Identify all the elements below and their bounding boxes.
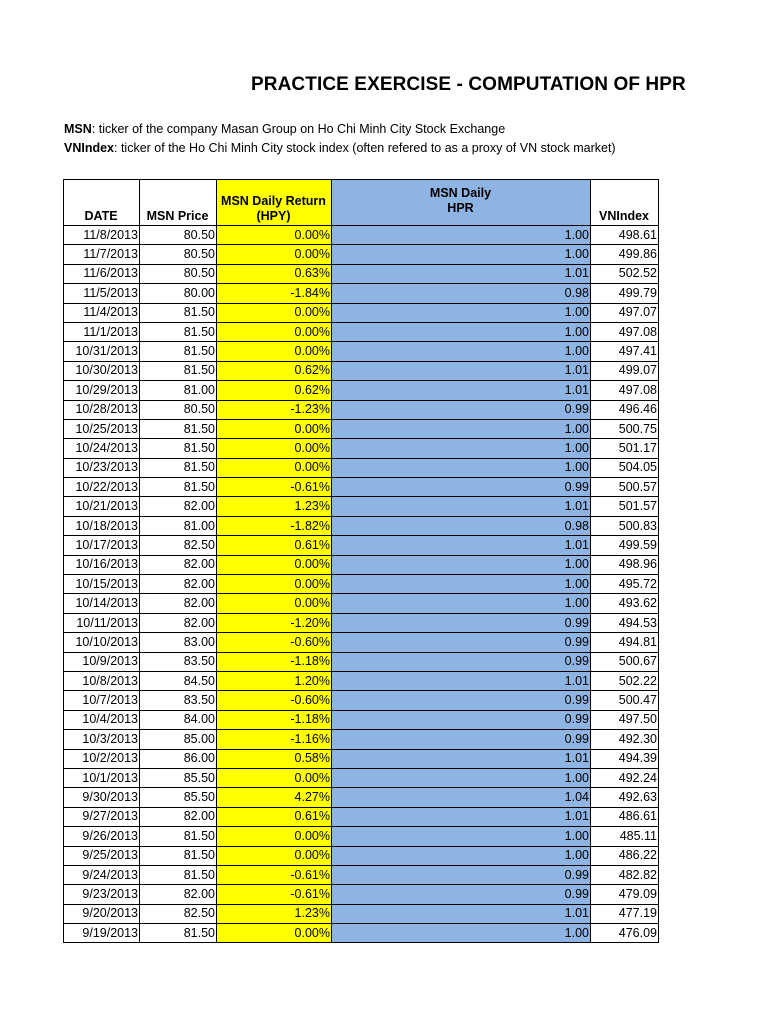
date-cell[interactable]: 10/30/2013 bbox=[64, 361, 140, 380]
header-date: DATE bbox=[64, 180, 140, 226]
table-body bbox=[64, 226, 659, 943]
date-cell[interactable]: 11/6/2013 bbox=[64, 264, 140, 283]
vnindex-cell[interactable]: 499.59 bbox=[591, 536, 659, 555]
daily-hpr-cell[interactable]: 1.00 bbox=[332, 245, 591, 264]
daily-hpr-cell[interactable]: 1.00 bbox=[332, 419, 591, 438]
msn-price-cell[interactable]: 81.50 bbox=[140, 478, 217, 497]
daily-hpr-cell[interactable]: 1.01 bbox=[332, 497, 591, 516]
daily-return-cell[interactable]: 0.61% bbox=[217, 807, 332, 826]
vnindex-cell[interactable]: 476.09 bbox=[591, 924, 659, 943]
header-msn-daily-return bbox=[217, 180, 332, 226]
msn-price-cell[interactable]: 83.00 bbox=[140, 633, 217, 652]
table-row bbox=[64, 691, 659, 710]
table-row bbox=[64, 827, 659, 846]
msn-price-cell[interactable]: 80.00 bbox=[140, 284, 217, 303]
daily-hpr-cell[interactable]: 1.00 bbox=[332, 827, 591, 846]
daily-hpr-cell[interactable]: 1.00 bbox=[332, 924, 591, 943]
daily-hpr-cell[interactable]: 1.00 bbox=[332, 555, 591, 574]
daily-hpr-cell[interactable]: 0.99 bbox=[332, 633, 591, 652]
vnindex-cell[interactable]: 500.57 bbox=[591, 478, 659, 497]
daily-return-cell[interactable]: -0.61% bbox=[217, 478, 332, 497]
msn-price-cell[interactable]: 82.00 bbox=[140, 613, 217, 632]
date-cell[interactable]: 9/20/2013 bbox=[64, 904, 140, 923]
msn-price-cell[interactable]: 81.50 bbox=[140, 846, 217, 865]
vnindex-cell[interactable]: 493.62 bbox=[591, 594, 659, 613]
msn-price-cell[interactable]: 82.50 bbox=[140, 536, 217, 555]
vnindex-cell[interactable]: 497.08 bbox=[591, 322, 659, 341]
table-row bbox=[64, 381, 659, 400]
vnindex-cell[interactable]: 500.67 bbox=[591, 652, 659, 671]
msn-note-text: : ticker of the company Masan Group on Ho Chi Minh City Stock Exchange bbox=[91, 122, 506, 136]
hpr-table bbox=[63, 179, 659, 943]
daily-return-cell[interactable]: -0.60% bbox=[217, 691, 332, 710]
vnindex-cell[interactable]: 496.46 bbox=[591, 400, 659, 419]
daily-hpr-cell[interactable]: 1.01 bbox=[332, 749, 591, 768]
daily-hpr-cell[interactable]: 1.01 bbox=[332, 361, 591, 380]
date-cell[interactable]: 10/17/2013 bbox=[64, 536, 140, 555]
daily-hpr-cell[interactable]: 1.00 bbox=[332, 303, 591, 322]
table-row bbox=[64, 284, 659, 303]
daily-hpr-cell[interactable]: 0.98 bbox=[332, 284, 591, 303]
msn-price-cell[interactable]: 83.50 bbox=[140, 691, 217, 710]
date-cell[interactable]: 11/5/2013 bbox=[64, 284, 140, 303]
table-row bbox=[64, 555, 659, 574]
date-cell[interactable]: 10/9/2013 bbox=[64, 652, 140, 671]
date-cell[interactable]: 9/25/2013 bbox=[64, 846, 140, 865]
date-cell[interactable]: 10/15/2013 bbox=[64, 575, 140, 594]
daily-return-cell[interactable]: -0.61% bbox=[217, 865, 332, 884]
daily-return-cell[interactable]: 0.00% bbox=[217, 827, 332, 846]
table-row bbox=[64, 671, 659, 690]
header-return-line1: MSN Daily Return bbox=[221, 194, 326, 208]
vnindex-cell[interactable]: 494.53 bbox=[591, 613, 659, 632]
vnindex-cell[interactable]: 494.81 bbox=[591, 633, 659, 652]
daily-hpr-cell[interactable]: 0.99 bbox=[332, 885, 591, 904]
vnindex-note-text: : ticker of the Ho Chi Minh City stock index (often refered to as a proxy of VN stock market) bbox=[114, 141, 616, 155]
msn-price-cell[interactable]: 81.50 bbox=[140, 361, 217, 380]
daily-hpr-cell[interactable]: 0.99 bbox=[332, 652, 591, 671]
table-row bbox=[64, 439, 659, 458]
daily-return-cell[interactable]: 0.00% bbox=[217, 226, 332, 245]
daily-return-cell[interactable]: -1.18% bbox=[217, 710, 332, 729]
vnindex-cell[interactable]: 494.39 bbox=[591, 749, 659, 768]
table-row bbox=[64, 516, 659, 535]
date-cell[interactable]: 9/30/2013 bbox=[64, 788, 140, 807]
daily-return-cell[interactable]: 0.00% bbox=[217, 245, 332, 264]
daily-return-cell[interactable]: 0.00% bbox=[217, 458, 332, 477]
vnindex-cell[interactable]: 492.24 bbox=[591, 768, 659, 787]
header-msn-daily-hpr bbox=[332, 180, 591, 226]
table-row bbox=[64, 710, 659, 729]
msn-price-cell[interactable]: 84.00 bbox=[140, 710, 217, 729]
msn-price-cell[interactable]: 82.00 bbox=[140, 594, 217, 613]
daily-return-cell[interactable]: -0.61% bbox=[217, 885, 332, 904]
msn-price-cell[interactable]: 81.00 bbox=[140, 516, 217, 535]
header-hpr-line1: MSN Daily bbox=[429, 186, 492, 200]
vnindex-cell[interactable]: 499.79 bbox=[591, 284, 659, 303]
vnindex-cell[interactable]: 485.11 bbox=[591, 827, 659, 846]
daily-return-cell[interactable]: -1.82% bbox=[217, 516, 332, 535]
daily-return-cell[interactable]: 0.00% bbox=[217, 419, 332, 438]
daily-return-cell[interactable]: 0.00% bbox=[217, 575, 332, 594]
daily-return-cell[interactable]: -1.20% bbox=[217, 613, 332, 632]
table-row bbox=[64, 322, 659, 341]
date-cell[interactable]: 10/1/2013 bbox=[64, 768, 140, 787]
daily-hpr-cell[interactable]: 0.99 bbox=[332, 613, 591, 632]
msn-price-cell[interactable]: 81.50 bbox=[140, 865, 217, 884]
vnindex-cell[interactable]: 486.22 bbox=[591, 846, 659, 865]
daily-hpr-cell[interactable]: 1.00 bbox=[332, 226, 591, 245]
date-cell[interactable]: 10/7/2013 bbox=[64, 691, 140, 710]
vnindex-cell[interactable]: 500.75 bbox=[591, 419, 659, 438]
msn-price-cell[interactable]: 86.00 bbox=[140, 749, 217, 768]
date-cell[interactable]: 10/14/2013 bbox=[64, 594, 140, 613]
daily-return-cell[interactable]: 0.00% bbox=[217, 594, 332, 613]
header-vnindex: VNIndex bbox=[591, 180, 659, 226]
vnindex-cell[interactable]: 497.50 bbox=[591, 710, 659, 729]
msn-price-cell[interactable]: 82.00 bbox=[140, 575, 217, 594]
daily-return-cell[interactable]: 1.23% bbox=[217, 497, 332, 516]
table-row bbox=[64, 633, 659, 652]
date-cell[interactable]: 10/18/2013 bbox=[64, 516, 140, 535]
vnindex-cell[interactable]: 492.30 bbox=[591, 730, 659, 749]
header-return-line2: (HPY) bbox=[256, 209, 291, 223]
date-cell[interactable]: 9/24/2013 bbox=[64, 865, 140, 884]
msn-note bbox=[64, 122, 505, 136]
daily-hpr-cell[interactable]: 0.99 bbox=[332, 691, 591, 710]
date-cell[interactable]: 10/31/2013 bbox=[64, 342, 140, 361]
daily-return-cell[interactable]: -1.18% bbox=[217, 652, 332, 671]
msn-price-cell[interactable]: 85.00 bbox=[140, 730, 217, 749]
table-row bbox=[64, 400, 659, 419]
vnindex-cell[interactable]: 498.61 bbox=[591, 226, 659, 245]
msn-price-cell[interactable]: 82.00 bbox=[140, 497, 217, 516]
table-row bbox=[64, 478, 659, 497]
daily-return-cell[interactable]: 1.23% bbox=[217, 904, 332, 923]
msn-price-cell[interactable]: 81.00 bbox=[140, 381, 217, 400]
vnindex-cell[interactable]: 497.41 bbox=[591, 342, 659, 361]
table-row bbox=[64, 264, 659, 283]
vnindex-cell[interactable]: 502.22 bbox=[591, 671, 659, 690]
table-row bbox=[64, 613, 659, 632]
daily-return-cell[interactable]: 0.62% bbox=[217, 381, 332, 400]
daily-hpr-cell[interactable]: 1.01 bbox=[332, 904, 591, 923]
table-row bbox=[64, 730, 659, 749]
vnindex-cell[interactable]: 479.09 bbox=[591, 885, 659, 904]
daily-return-cell[interactable]: -1.16% bbox=[217, 730, 332, 749]
vnindex-cell[interactable]: 497.08 bbox=[591, 381, 659, 400]
date-cell[interactable]: 10/24/2013 bbox=[64, 439, 140, 458]
msn-price-cell[interactable]: 80.50 bbox=[140, 264, 217, 283]
msn-price-cell[interactable]: 80.50 bbox=[140, 226, 217, 245]
date-cell[interactable]: 10/22/2013 bbox=[64, 478, 140, 497]
daily-return-cell[interactable]: 0.00% bbox=[217, 439, 332, 458]
daily-hpr-cell[interactable]: 1.01 bbox=[332, 264, 591, 283]
daily-return-cell[interactable]: 0.00% bbox=[217, 303, 332, 322]
date-cell[interactable]: 10/25/2013 bbox=[64, 419, 140, 438]
msn-price-cell[interactable]: 82.00 bbox=[140, 555, 217, 574]
table-row bbox=[64, 788, 659, 807]
daily-hpr-cell[interactable]: 0.99 bbox=[332, 865, 591, 884]
daily-hpr-cell[interactable]: 1.01 bbox=[332, 807, 591, 826]
vnindex-note-key: VNIndex bbox=[64, 141, 115, 155]
msn-price-cell[interactable]: 84.50 bbox=[140, 671, 217, 690]
vnindex-cell[interactable]: 500.83 bbox=[591, 516, 659, 535]
daily-hpr-cell[interactable]: 1.00 bbox=[332, 768, 591, 787]
vnindex-cell[interactable]: 499.07 bbox=[591, 361, 659, 380]
table-row bbox=[64, 575, 659, 594]
vnindex-cell[interactable]: 486.61 bbox=[591, 807, 659, 826]
msn-price-cell[interactable]: 81.50 bbox=[140, 342, 217, 361]
daily-hpr-cell[interactable]: 1.00 bbox=[332, 846, 591, 865]
vnindex-cell[interactable]: 498.96 bbox=[591, 555, 659, 574]
date-cell[interactable]: 10/28/2013 bbox=[64, 400, 140, 419]
msn-price-cell[interactable]: 82.00 bbox=[140, 885, 217, 904]
daily-hpr-cell[interactable]: 1.00 bbox=[332, 458, 591, 477]
table-row bbox=[64, 749, 659, 768]
msn-price-cell[interactable]: 81.50 bbox=[140, 458, 217, 477]
msn-price-cell[interactable]: 81.50 bbox=[140, 827, 217, 846]
vnindex-note bbox=[64, 141, 616, 155]
table-row bbox=[64, 245, 659, 264]
daily-return-cell[interactable]: 0.00% bbox=[217, 555, 332, 574]
daily-hpr-cell[interactable]: 1.00 bbox=[332, 342, 591, 361]
table-row bbox=[64, 361, 659, 380]
date-cell[interactable]: 9/26/2013 bbox=[64, 827, 140, 846]
daily-hpr-cell[interactable]: 1.01 bbox=[332, 381, 591, 400]
table-row bbox=[64, 497, 659, 516]
date-cell[interactable]: 10/16/2013 bbox=[64, 555, 140, 574]
daily-return-cell[interactable]: 0.62% bbox=[217, 361, 332, 380]
daily-hpr-cell[interactable]: 0.99 bbox=[332, 478, 591, 497]
msn-price-cell[interactable]: 81.50 bbox=[140, 439, 217, 458]
daily-hpr-cell[interactable]: 1.01 bbox=[332, 536, 591, 555]
msn-note-key: MSN bbox=[64, 122, 92, 136]
vnindex-cell[interactable]: 477.19 bbox=[591, 904, 659, 923]
date-cell[interactable]: 10/2/2013 bbox=[64, 749, 140, 768]
daily-return-cell[interactable]: 0.00% bbox=[217, 768, 332, 787]
date-cell[interactable]: 10/3/2013 bbox=[64, 730, 140, 749]
table-row bbox=[64, 846, 659, 865]
daily-hpr-cell[interactable]: 0.99 bbox=[332, 710, 591, 729]
table-row bbox=[64, 807, 659, 826]
table-header-row bbox=[64, 180, 659, 226]
date-cell[interactable]: 10/11/2013 bbox=[64, 613, 140, 632]
table-row bbox=[64, 536, 659, 555]
daily-hpr-cell[interactable]: 1.00 bbox=[332, 322, 591, 341]
table-row bbox=[64, 924, 659, 943]
msn-price-cell[interactable]: 80.50 bbox=[140, 400, 217, 419]
date-cell[interactable]: 11/4/2013 bbox=[64, 303, 140, 322]
header-hpr-line2: HPR bbox=[447, 201, 474, 215]
vnindex-cell[interactable]: 500.47 bbox=[591, 691, 659, 710]
table-row bbox=[64, 226, 659, 245]
date-cell[interactable]: 11/1/2013 bbox=[64, 322, 140, 341]
daily-hpr-cell[interactable]: 1.00 bbox=[332, 439, 591, 458]
daily-hpr-cell[interactable]: 0.98 bbox=[332, 516, 591, 535]
msn-price-cell[interactable]: 81.50 bbox=[140, 303, 217, 322]
daily-hpr-cell[interactable]: 1.04 bbox=[332, 788, 591, 807]
daily-return-cell[interactable]: -0.60% bbox=[217, 633, 332, 652]
table-row bbox=[64, 652, 659, 671]
table-row bbox=[64, 458, 659, 477]
vnindex-cell[interactable]: 497.07 bbox=[591, 303, 659, 322]
vnindex-cell[interactable]: 499.86 bbox=[591, 245, 659, 264]
vnindex-cell[interactable]: 502.52 bbox=[591, 264, 659, 283]
table-row bbox=[64, 865, 659, 884]
vnindex-cell[interactable]: 501.17 bbox=[591, 439, 659, 458]
vnindex-cell[interactable]: 482.82 bbox=[591, 865, 659, 884]
daily-hpr-cell[interactable]: 1.00 bbox=[332, 575, 591, 594]
vnindex-cell[interactable]: 492.63 bbox=[591, 788, 659, 807]
page-title: PRACTICE EXERCISE - COMPUTATION OF HPR bbox=[251, 74, 686, 95]
msn-price-cell[interactable]: 81.50 bbox=[140, 322, 217, 341]
date-cell[interactable]: 10/10/2013 bbox=[64, 633, 140, 652]
date-cell[interactable]: 10/8/2013 bbox=[64, 671, 140, 690]
msn-price-cell[interactable]: 81.50 bbox=[140, 419, 217, 438]
vnindex-cell[interactable]: 501.57 bbox=[591, 497, 659, 516]
daily-return-cell[interactable]: -1.84% bbox=[217, 284, 332, 303]
daily-return-cell[interactable]: 0.63% bbox=[217, 264, 332, 283]
header-msn-price: MSN Price bbox=[140, 180, 217, 226]
msn-price-cell[interactable]: 82.50 bbox=[140, 904, 217, 923]
daily-hpr-cell[interactable]: 1.00 bbox=[332, 594, 591, 613]
daily-hpr-cell[interactable]: 0.99 bbox=[332, 730, 591, 749]
date-cell[interactable]: 9/23/2013 bbox=[64, 885, 140, 904]
daily-return-cell[interactable]: 0.61% bbox=[217, 536, 332, 555]
daily-return-cell[interactable]: 0.00% bbox=[217, 322, 332, 341]
daily-hpr-cell[interactable]: 0.99 bbox=[332, 400, 591, 419]
msn-price-cell[interactable]: 81.50 bbox=[140, 924, 217, 943]
daily-return-cell[interactable]: 0.00% bbox=[217, 924, 332, 943]
date-cell[interactable]: 10/4/2013 bbox=[64, 710, 140, 729]
daily-return-cell[interactable]: 0.00% bbox=[217, 342, 332, 361]
msn-price-cell[interactable]: 85.50 bbox=[140, 768, 217, 787]
table-row bbox=[64, 904, 659, 923]
date-cell[interactable]: 9/27/2013 bbox=[64, 807, 140, 826]
table-row bbox=[64, 594, 659, 613]
msn-price-cell[interactable]: 80.50 bbox=[140, 245, 217, 264]
vnindex-cell[interactable]: 504.05 bbox=[591, 458, 659, 477]
table-row bbox=[64, 303, 659, 322]
daily-return-cell[interactable]: 4.27% bbox=[217, 788, 332, 807]
date-cell[interactable]: 10/21/2013 bbox=[64, 497, 140, 516]
table-row bbox=[64, 342, 659, 361]
vnindex-cell[interactable]: 495.72 bbox=[591, 575, 659, 594]
date-cell[interactable]: 11/7/2013 bbox=[64, 245, 140, 264]
daily-return-cell[interactable]: -1.23% bbox=[217, 400, 332, 419]
table-row bbox=[64, 885, 659, 904]
date-cell[interactable]: 10/29/2013 bbox=[64, 381, 140, 400]
date-cell[interactable]: 10/23/2013 bbox=[64, 458, 140, 477]
table-row bbox=[64, 768, 659, 787]
msn-price-cell[interactable]: 82.00 bbox=[140, 807, 217, 826]
daily-return-cell[interactable]: 0.00% bbox=[217, 846, 332, 865]
date-cell[interactable]: 9/19/2013 bbox=[64, 924, 140, 943]
daily-return-cell[interactable]: 0.58% bbox=[217, 749, 332, 768]
daily-return-cell[interactable]: 1.20% bbox=[217, 671, 332, 690]
msn-price-cell[interactable]: 85.50 bbox=[140, 788, 217, 807]
date-cell[interactable]: 11/8/2013 bbox=[64, 226, 140, 245]
table-row bbox=[64, 419, 659, 438]
msn-price-cell[interactable]: 83.50 bbox=[140, 652, 217, 671]
daily-hpr-cell[interactable]: 1.01 bbox=[332, 671, 591, 690]
